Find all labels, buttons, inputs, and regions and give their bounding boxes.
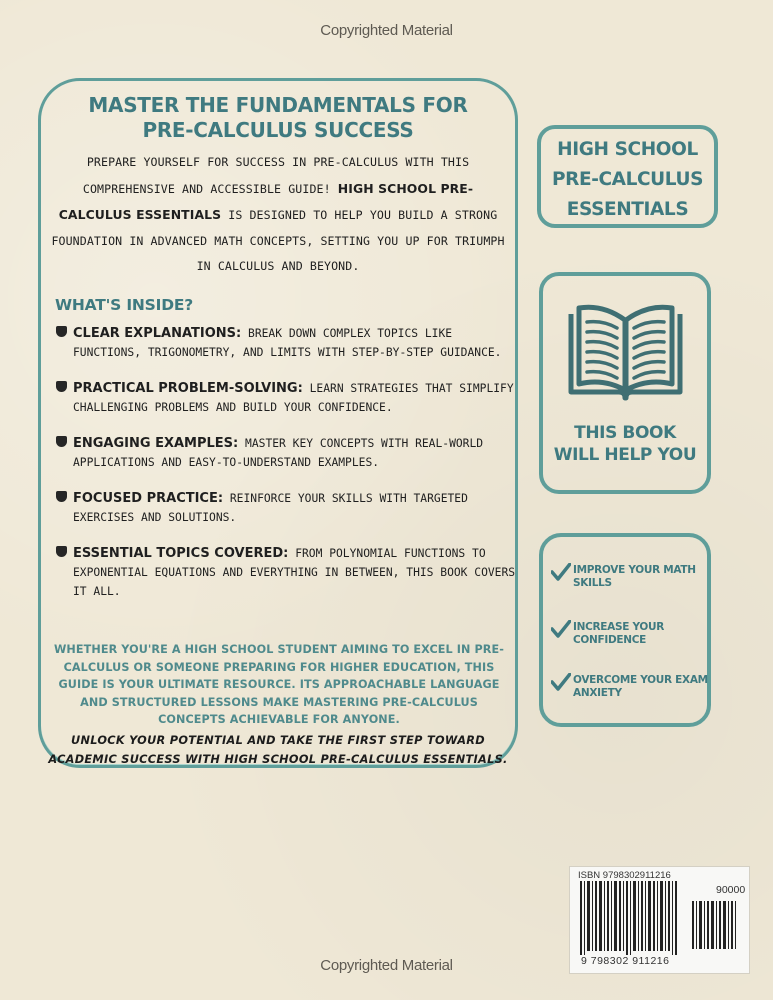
feature-text: MASTER KEY CONCEPTS WITH REAL-WORLD APPLICATIONS AND EASY-TO-UNDERSTAND EXAMPLES. <box>73 437 484 469</box>
book-title-line: PRE-CALCULUS <box>551 169 704 190</box>
benefit-line: SKILLS <box>573 577 612 589</box>
book-title-line: ESSENTIALS <box>566 199 689 220</box>
book-title <box>541 135 714 225</box>
feature-item <box>56 433 516 471</box>
copyright-notice-top: Copyrighted Material <box>320 22 453 39</box>
feature-item <box>56 378 516 416</box>
book-caption-line: WILL HELP YOU <box>553 445 697 465</box>
feature-text: BREAK DOWN COMPLEX TOPICS LIKE FUNCTIONS, TRIGONOMETRY, AND LIMITS WITH STEP-BY-STEP GUIDANCE. <box>73 327 502 359</box>
feature-label: ESSENTIAL TOPICS COVERED: <box>73 546 289 561</box>
bullet-icon <box>56 326 67 337</box>
intro-book-title: HIGH SCHOOL PRE-CALCULUS ESSENTIALS <box>58 180 474 223</box>
intro-paragraph <box>48 150 508 280</box>
checkmark-icon <box>551 563 571 581</box>
headline-line-2: PRE-CALCULUS SUCCESS <box>142 118 414 142</box>
whats-inside-heading: WHAT'S INSIDE? <box>55 296 194 314</box>
book-title-line: HIGH SCHOOL <box>557 139 698 160</box>
bullet-icon <box>56 381 67 392</box>
book-caption-line: THIS BOOK <box>574 423 676 443</box>
barcode-digits: 9 798302 911216 <box>581 955 670 967</box>
checkmark-icon <box>551 620 571 638</box>
feature-text: LEARN STRATEGIES THAT SIMPLIFY CHALLENGING PROBLEMS AND BUILD YOUR CONFIDENCE. <box>73 382 514 414</box>
feature-label: ENGAGING EXAMPLES: <box>73 436 239 451</box>
feature-item <box>56 543 516 600</box>
book-caption <box>543 422 707 466</box>
benefit-line: ANXIETY <box>573 687 622 699</box>
book-help-box <box>539 272 711 494</box>
feature-item <box>56 323 516 361</box>
price-code: 90000 <box>716 884 746 896</box>
feature-item <box>56 488 516 526</box>
benefit-line: CONFIDENCE <box>573 634 647 646</box>
open-book-icon <box>563 300 688 408</box>
isbn-label: ISBN 9798302911216 <box>578 870 671 881</box>
feature-label: PRACTICAL PROBLEM-SOLVING: <box>73 381 303 396</box>
intro-text-2: IS DESIGNED TO HELP YOU BUILD A STRONG FOUNDATION IN ADVANCED MATH CONCEPTS, SETTING YOU UP FOR TRIUMPH IN CALCULUS AND BEYOND. <box>51 208 505 274</box>
benefit-line: INCREASE YOUR <box>573 621 665 633</box>
headline-line-1: MASTER THE FUNDAMENTALS FOR <box>88 93 468 117</box>
headline <box>40 93 516 143</box>
book-title-box <box>537 125 718 228</box>
summary-paragraph: WHETHER YOU'RE A HIGH SCHOOL STUDENT AIMING TO EXCEL IN PRE-CALCULUS OR SOMEONE PREPARING FOR HIGHER EDUCATION, THIS GUIDE IS YOUR ULTIMATE RESOURCE. ITS APPROACHABLE LANGUAGE AND STRUCTURED LESSONS MAKE MASTERING PRE-CALCULUS CONCEPTS ACHIEVABLE FOR ANYONE. <box>53 643 504 726</box>
bullet-icon <box>56 491 67 502</box>
feature-label: CLEAR EXPLANATIONS: <box>73 326 242 341</box>
feature-label: FOCUSED PRACTICE: <box>73 491 224 506</box>
bullet-icon <box>56 546 67 557</box>
feature-text: FROM POLYNOMIAL FUNCTIONS TO EXPONENTIAL EQUATIONS AND EVERYTHING IN BETWEEN, THIS BOOK COVERS IT ALL. <box>73 547 516 598</box>
bullet-icon <box>56 436 67 447</box>
benefit-line: IMPROVE YOUR MATH <box>573 564 696 576</box>
benefits-box <box>539 533 711 727</box>
benefit-line: OVERCOME YOUR EXAM <box>573 674 708 686</box>
feature-list <box>56 323 516 617</box>
copyright-notice-bottom: Copyrighted Material <box>320 957 453 974</box>
checkmark-icon <box>551 673 571 691</box>
feature-text: REINFORCE YOUR SKILLS WITH TARGETED EXERCISES AND SOLUTIONS. <box>73 492 468 524</box>
intro-text-1: PREPARE YOURSELF FOR SUCCESS IN PRE-CALCULUS WITH THIS COMPREHENSIVE AND ACCESSIBLE GUIDE! <box>82 155 470 196</box>
closing-statement: UNLOCK YOUR POTENTIAL AND TAKE THE FIRST STEP TOWARD ACADEMIC SUCCESS WITH HIGH SCHOOL PRE-CALCULUS ESSENTIALS. <box>48 734 508 766</box>
